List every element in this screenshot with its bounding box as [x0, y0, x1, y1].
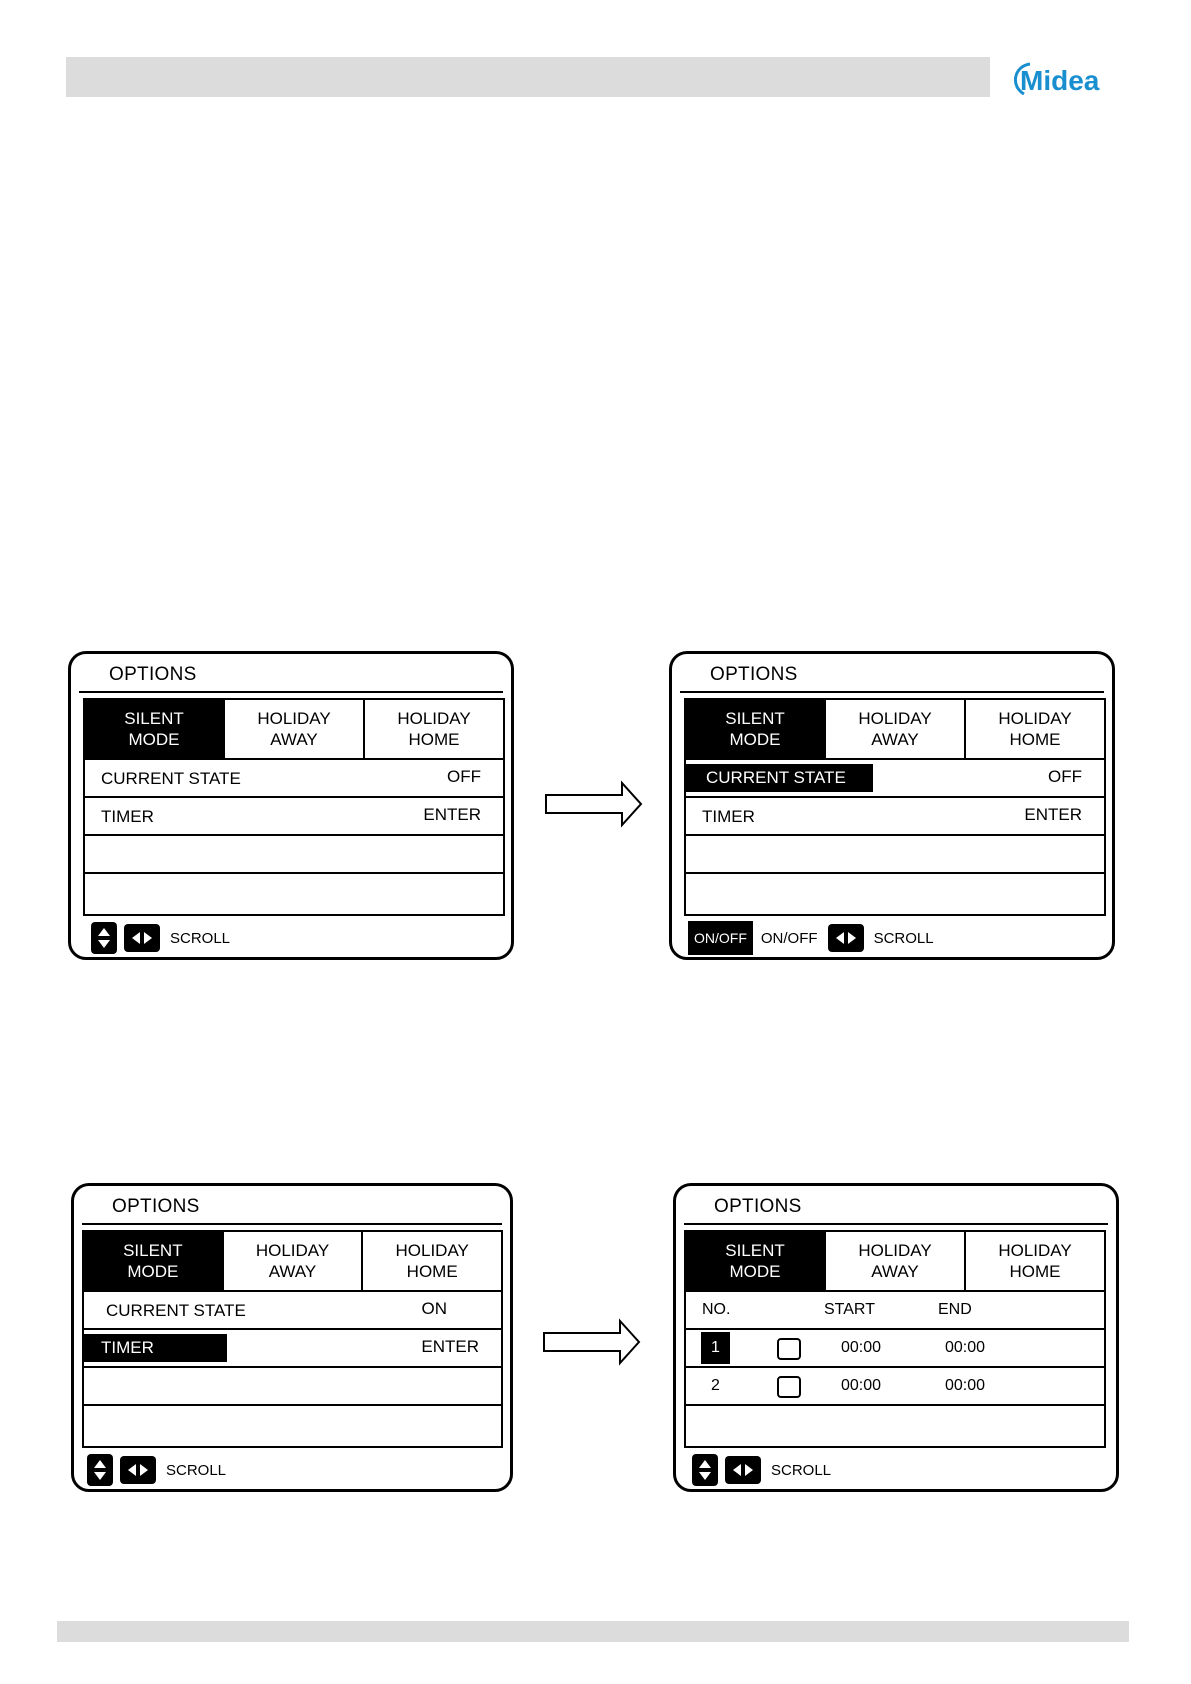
- screen-footer: [692, 1454, 831, 1486]
- tab-holiday-away[interactable]: HOLIDAY AWAY: [222, 1232, 362, 1290]
- tab-holiday-home[interactable]: HOLIDAY HOME: [361, 1232, 501, 1290]
- right-arrow-icon: [544, 780, 644, 828]
- options-list: [83, 760, 505, 916]
- column-header-end: END: [938, 1301, 972, 1318]
- options-list: [82, 1292, 503, 1448]
- screen-footer: [688, 922, 934, 954]
- screen-title: OPTIONS: [714, 1196, 802, 1217]
- empty-row: [686, 874, 1104, 912]
- scroll-label: SCROLL: [170, 929, 231, 947]
- current-state-label: CURRENT STATE: [101, 769, 241, 788]
- left-right-key-icon[interactable]: [828, 924, 864, 952]
- screen-footer: [87, 1454, 226, 1486]
- tab-silent-mode[interactable]: SILENT MODE: [686, 700, 824, 758]
- column-header-start: START: [824, 1301, 875, 1318]
- title-divider: [680, 691, 1104, 693]
- timer-value: ENTER: [421, 1337, 479, 1356]
- footer-bar: [57, 1621, 1129, 1642]
- timer-row[interactable]: [686, 1330, 1104, 1368]
- timer-value: ENTER: [423, 805, 481, 824]
- timer-number: 2: [711, 1377, 720, 1394]
- tab-holiday-home[interactable]: HOLIDAY HOME: [964, 1232, 1104, 1290]
- on-off-key[interactable]: ON/OFF: [688, 921, 753, 955]
- empty-row: [686, 836, 1104, 874]
- empty-row: [686, 1406, 1104, 1444]
- timer-end[interactable]: 00:00: [945, 1377, 986, 1394]
- options-screen-3: [71, 1183, 513, 1492]
- timer-row[interactable]: [85, 798, 503, 836]
- current-state-label: CURRENT STATE: [106, 1301, 246, 1320]
- tab-holiday-home[interactable]: HOLIDAY HOME: [363, 700, 503, 758]
- timer-checkbox[interactable]: [777, 1338, 801, 1360]
- timer-value: ENTER: [1024, 805, 1082, 824]
- current-state-value: OFF: [447, 767, 481, 786]
- screen-footer: [91, 922, 230, 954]
- timer-start[interactable]: 00:00: [841, 1339, 882, 1356]
- screen-title: OPTIONS: [710, 664, 798, 685]
- title-divider: [79, 691, 503, 693]
- timer-end[interactable]: 00:00: [945, 1339, 986, 1356]
- current-state-label-selected: CURRENT STATE: [686, 764, 873, 792]
- tab-silent-mode[interactable]: SILENT MODE: [85, 700, 223, 758]
- current-state-row[interactable]: [85, 760, 503, 798]
- tab-bar: [82, 1230, 503, 1292]
- current-state-value: ON: [421, 1299, 447, 1318]
- empty-row: [85, 874, 503, 912]
- scroll-label: SCROLL: [873, 929, 934, 947]
- timer-number-selected: 1: [701, 1332, 730, 1364]
- timer-row[interactable]: [686, 798, 1104, 836]
- current-state-row[interactable]: [84, 1292, 501, 1330]
- screen-title: OPTIONS: [112, 1196, 200, 1217]
- left-right-key-icon[interactable]: [124, 924, 160, 952]
- timer-screen: [673, 1183, 1119, 1492]
- options-list: [684, 760, 1106, 916]
- timer-label-selected: TIMER: [84, 1334, 227, 1362]
- current-state-value: OFF: [1048, 767, 1082, 786]
- tab-silent-mode[interactable]: SILENT MODE: [84, 1232, 222, 1290]
- options-screen-2: [669, 651, 1115, 960]
- timer-label: TIMER: [702, 807, 755, 826]
- up-down-key-icon[interactable]: [692, 1454, 718, 1486]
- tab-bar: [684, 698, 1106, 760]
- timer-label: TIMER: [101, 807, 154, 826]
- right-arrow-icon: [542, 1318, 642, 1366]
- tab-holiday-away[interactable]: HOLIDAY AWAY: [223, 700, 363, 758]
- tab-silent-mode[interactable]: SILENT MODE: [686, 1232, 824, 1290]
- tab-holiday-home[interactable]: HOLIDAY HOME: [964, 700, 1104, 758]
- column-header-no: NO.: [702, 1301, 731, 1318]
- tab-holiday-away[interactable]: HOLIDAY AWAY: [824, 1232, 964, 1290]
- empty-row: [84, 1406, 501, 1444]
- screen-title: OPTIONS: [109, 664, 197, 685]
- scroll-label: SCROLL: [166, 1461, 227, 1479]
- scroll-label: SCROLL: [771, 1461, 832, 1479]
- timer-header-row: [686, 1292, 1104, 1330]
- timer-list: [684, 1292, 1106, 1448]
- svg-text:Midea: Midea: [1020, 65, 1100, 96]
- timer-row[interactable]: [84, 1330, 501, 1368]
- title-divider: [82, 1223, 502, 1225]
- midea-logo: [1006, 54, 1136, 104]
- empty-row: [85, 836, 503, 874]
- up-down-key-icon[interactable]: [91, 922, 117, 954]
- tab-bar: [684, 1230, 1106, 1292]
- timer-start[interactable]: 00:00: [841, 1377, 882, 1394]
- up-down-key-icon[interactable]: [87, 1454, 113, 1486]
- current-state-row[interactable]: [686, 760, 1104, 798]
- timer-checkbox[interactable]: [777, 1376, 801, 1398]
- header-bar: [66, 57, 990, 97]
- tab-bar: [83, 698, 505, 760]
- title-divider: [684, 1223, 1108, 1225]
- timer-row[interactable]: [686, 1368, 1104, 1406]
- left-right-key-icon[interactable]: [120, 1456, 156, 1484]
- tab-holiday-away[interactable]: HOLIDAY AWAY: [824, 700, 964, 758]
- left-right-key-icon[interactable]: [725, 1456, 761, 1484]
- options-screen-1: [68, 651, 514, 960]
- empty-row: [84, 1368, 501, 1406]
- on-off-label: ON/OFF: [760, 929, 818, 947]
